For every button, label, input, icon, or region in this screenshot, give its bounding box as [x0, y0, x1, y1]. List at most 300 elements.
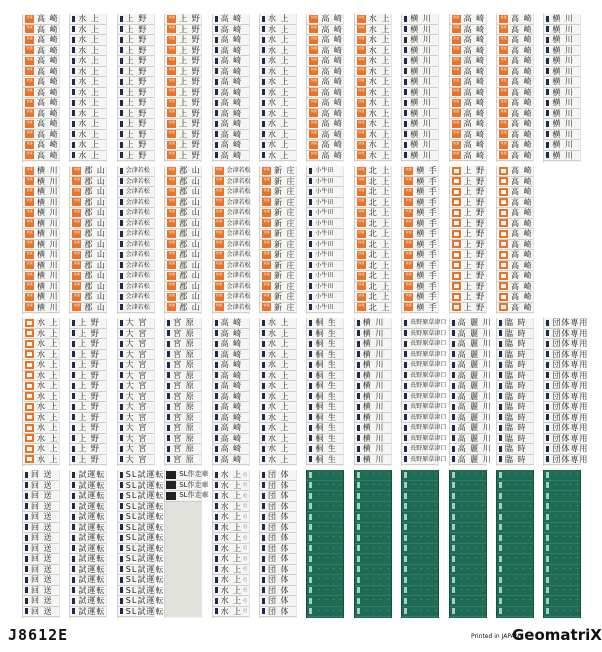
destination-label: 北 上: [368, 229, 391, 239]
destination-plate: [260, 140, 296, 151]
rapid-badge-icon: 快速: [499, 99, 508, 107]
destination-plate: [165, 350, 201, 361]
rapid-badge-icon: 快速: [167, 120, 176, 128]
color-tick-icon: [215, 152, 218, 158]
orange-square-icon: [25, 445, 34, 453]
destination-plate: [213, 67, 249, 78]
destination-label: 北 上: [368, 218, 391, 228]
color-tick-icon: [215, 100, 218, 106]
destination-label: 横 川: [552, 24, 574, 34]
destination-plate: [165, 565, 201, 576]
color-tick-icon: [404, 598, 407, 604]
color-tick-icon: [215, 566, 218, 572]
destination-label: 試運転: [78, 596, 106, 606]
destination-plate: [355, 413, 391, 424]
destination-plate: [450, 544, 486, 555]
destination-plate: [165, 423, 201, 434]
rapid-badge-icon: 快速: [357, 209, 366, 217]
destination-label: 試運転: [78, 522, 106, 532]
color-tick-icon: [546, 79, 549, 85]
destination-label: · · · ·: [413, 513, 439, 520]
destination-label: 会津若松: [226, 282, 251, 290]
destination-label: · · · ·: [413, 607, 439, 614]
destination-label: · · · ·: [365, 607, 391, 614]
destination-label: 高 麗 川: [457, 318, 492, 328]
destination-label: 臨 時: [505, 454, 527, 464]
destination-plate: [402, 187, 438, 198]
color-tick-icon: [452, 393, 455, 399]
destination-plate: [213, 271, 249, 282]
color-tick-icon: [499, 608, 502, 614]
color-tick-icon: [120, 566, 123, 572]
destination-plate: [213, 444, 249, 455]
color-tick-icon: [215, 131, 218, 137]
destination-label: 桐 生: [315, 423, 337, 433]
color-tick-icon: [72, 514, 75, 520]
rapid-badge-icon: 快速: [25, 67, 34, 75]
color-tick-icon: [215, 68, 218, 74]
destination-label: 水 上: [268, 412, 290, 422]
color-tick-icon: [452, 435, 455, 441]
destination-label: 上 野: [78, 391, 100, 401]
destination-plate: [307, 339, 343, 350]
rapid-badge-icon: 快速: [25, 120, 34, 128]
destination-label: · · · ·: [365, 481, 391, 488]
rapid-badge-icon: 快速: [167, 78, 176, 86]
rapid-badge-icon: 快速: [262, 293, 271, 301]
destination-label: 郡 山: [84, 260, 106, 270]
destination-label: 横 川: [362, 391, 385, 401]
color-tick-icon: [452, 456, 455, 462]
color-tick-icon: [404, 121, 407, 127]
destination-plate: [307, 229, 343, 240]
destination-plate: [260, 229, 296, 240]
destination-label: 高 崎: [220, 381, 243, 391]
color-tick-icon: [499, 472, 502, 478]
destination-plate: [70, 25, 106, 36]
destination-label: 水 上: [220, 575, 243, 585]
destination-plate: [450, 586, 486, 597]
color-tick-icon: [72, 79, 75, 85]
destination-plate: [165, 523, 201, 534]
color-tick-icon: [262, 320, 265, 326]
destination-plate: [544, 402, 589, 413]
destination-plate: [165, 470, 209, 481]
destination-plate: [497, 381, 533, 392]
rapid-badge-icon: 快速: [72, 272, 81, 280]
destination-label: 郡 山: [84, 239, 106, 249]
destination-label: 高 崎: [37, 24, 59, 34]
destination-plate: [355, 434, 391, 445]
color-tick-icon: [120, 58, 123, 64]
destination-plate: [544, 46, 580, 57]
destination-label: · · · ·: [365, 597, 391, 604]
rapid-badge-icon: 快速: [499, 151, 508, 159]
destination-plate: [544, 77, 580, 88]
destination-plate: [118, 575, 165, 586]
destination-plate: [402, 151, 438, 162]
destination-label: 高 崎: [511, 187, 533, 197]
destination-label: 上 野: [125, 129, 148, 139]
destination-label: 高 崎: [463, 108, 486, 118]
destination-label: 宮 原: [173, 339, 195, 349]
color-tick-icon: [72, 142, 75, 148]
destination-label: 水 上: [268, 370, 290, 380]
destination-plate: [402, 303, 438, 314]
color-tick-icon: [404, 435, 407, 441]
destination-plate: [213, 502, 249, 513]
destination-label: 郡 山: [179, 218, 201, 228]
destination-label: 横 手: [416, 260, 438, 270]
destination-label: · · · ·: [365, 471, 391, 478]
destination-plate: [213, 77, 249, 88]
color-tick-icon: [546, 587, 549, 593]
destination-plate: [497, 502, 533, 513]
rapid-badge-icon: 快速: [309, 109, 318, 117]
destination-label: · · · ·: [365, 492, 391, 499]
bound-suffix: 行: [243, 555, 248, 561]
destination-label: 新 庄: [274, 260, 296, 270]
destination-label: 会津若松: [125, 282, 150, 290]
color-tick-icon: [452, 503, 455, 509]
destination-label: 上 野: [179, 140, 201, 150]
destination-plate: [213, 88, 249, 99]
destination-label: 会津若松: [226, 177, 251, 185]
destination-plate: [23, 318, 59, 329]
destination-label: 北 上: [368, 292, 391, 302]
color-tick-icon: [120, 100, 123, 106]
destination-label: 団体専用: [552, 339, 589, 349]
destination-label: 高 麗 川: [457, 381, 492, 391]
destination-label: 桐 生: [315, 454, 337, 464]
destination-label: · · · ·: [318, 513, 344, 520]
destination-label: · · · ·: [555, 523, 581, 530]
destination-plate: [307, 413, 343, 424]
destination-label: · · · ·: [460, 481, 486, 488]
rapid-badge-icon: 快速: [357, 167, 366, 175]
destination-label: 横 川: [362, 444, 385, 454]
destination-label: 高 麗 川: [457, 402, 492, 412]
color-tick-icon: [167, 446, 170, 452]
destination-label: 水 上: [78, 35, 100, 45]
rapid-badge-icon: 快速: [167, 209, 176, 217]
destination-plate: [402, 271, 438, 282]
destination-label: 郡 山: [179, 302, 201, 312]
orange-square-icon: [499, 167, 508, 175]
color-tick-icon: [452, 482, 455, 488]
destination-label: 上 野: [125, 77, 148, 87]
destination-plate: [355, 14, 391, 25]
destination-label: 桐 生: [315, 433, 337, 443]
destination-label: 新 庄: [274, 218, 296, 228]
color-tick-icon: [72, 383, 75, 389]
color-tick-icon: [72, 535, 75, 541]
sl-mark-icon: [166, 471, 176, 479]
rapid-badge-icon: 快速: [215, 219, 224, 227]
color-tick-icon: [499, 598, 502, 604]
destination-label: · · · ·: [413, 544, 439, 551]
destination-plate: [497, 261, 533, 272]
color-tick-icon: [452, 341, 455, 347]
color-tick-icon: [404, 482, 407, 488]
destination-plate: [307, 46, 343, 57]
destination-plate: [544, 35, 580, 46]
destination-plate: [402, 586, 438, 597]
color-tick-icon: [167, 456, 170, 462]
destination-label: 水 上: [368, 56, 391, 66]
destination-label: 横 川: [552, 87, 574, 97]
destination-label: · · · ·: [318, 523, 344, 530]
destination-plate: [70, 470, 106, 481]
color-tick-icon: [309, 168, 312, 174]
destination-label: 団体専用: [552, 381, 589, 391]
rapid-badge-icon: 快速: [167, 251, 176, 259]
destination-label: 会津若松: [125, 188, 150, 196]
destination-plate: [213, 318, 249, 329]
destination-label: 上 野: [179, 129, 201, 139]
destination-label: 宮 原: [173, 381, 195, 391]
destination-plate: [118, 282, 154, 293]
destination-plate: [402, 219, 438, 230]
color-tick-icon: [215, 446, 218, 452]
rapid-badge-icon: 快速: [215, 303, 224, 311]
destination-label: · · · ·: [555, 481, 581, 488]
destination-plate: [70, 533, 106, 544]
destination-plate: [213, 533, 249, 544]
destination-label: 高 崎: [511, 150, 533, 160]
color-tick-icon: [404, 393, 407, 399]
color-tick-icon: [72, 503, 75, 509]
destination-label: 横 川: [552, 140, 574, 150]
destination-label: 長野原草津口: [410, 340, 447, 348]
decal-column: [496, 14, 534, 162]
destination-label: 小牛田: [315, 177, 334, 185]
rapid-badge-icon: 快速: [404, 282, 413, 290]
color-tick-icon: [499, 383, 502, 389]
rapid-badge-icon: 快速: [452, 46, 461, 54]
destination-label: 横 川: [37, 302, 59, 312]
color-tick-icon: [452, 404, 455, 410]
color-tick-icon: [120, 152, 123, 158]
destination-label: 北 上: [368, 187, 391, 197]
destination-label: 会津若松: [125, 198, 150, 206]
destination-label: 高 崎: [321, 140, 343, 150]
destination-label: 上 野: [125, 87, 148, 97]
destination-label: 上 野: [78, 433, 100, 443]
destination-plate: [70, 565, 106, 576]
destination-label: · · · ·: [460, 492, 486, 499]
decal-column: [69, 470, 107, 618]
destination-plate: [355, 77, 391, 88]
destination-label: 横 手: [416, 271, 438, 281]
destination-label: 回 送: [31, 533, 53, 543]
color-tick-icon: [499, 341, 502, 347]
destination-plate: [118, 140, 154, 151]
rapid-badge-icon: 快速: [499, 141, 508, 149]
destination-plate: [544, 370, 589, 382]
color-tick-icon: [25, 493, 28, 499]
rapid-badge-icon: 快速: [215, 167, 224, 175]
destination-label: · · · ·: [413, 576, 439, 583]
color-tick-icon: [309, 383, 312, 389]
destination-plate: [544, 88, 580, 99]
destination-plate: [450, 98, 486, 109]
rapid-badge-icon: 快速: [309, 25, 318, 33]
destination-label: 水 上: [268, 66, 290, 76]
rapid-badge-icon: 快速: [167, 15, 176, 23]
rapid-badge-icon: 快速: [215, 198, 224, 206]
destination-label: 上 野: [125, 56, 148, 66]
destination-label: · · · ·: [413, 471, 439, 478]
orange-square-icon: [452, 219, 461, 227]
destination-label: · · · ·: [508, 481, 534, 488]
decal-column: [496, 318, 534, 466]
rapid-badge-icon: 快速: [215, 188, 224, 196]
color-tick-icon: [215, 503, 218, 509]
destination-label: 上 野: [125, 119, 148, 129]
orange-square-icon: [499, 303, 508, 311]
destination-plate: [165, 271, 201, 282]
destination-plate: [260, 586, 296, 597]
orange-square-icon: [25, 329, 34, 337]
destination-label: 上 野: [78, 402, 100, 412]
destination-label: 宮 原: [173, 412, 195, 422]
orange-square-icon: [499, 219, 508, 227]
destination-label: 水 上: [268, 14, 290, 24]
destination-plate: [70, 14, 106, 25]
color-tick-icon: [120, 37, 123, 43]
color-tick-icon: [452, 535, 455, 541]
destination-label: 高 麗 川: [457, 349, 492, 359]
destination-plate: [544, 481, 580, 492]
color-tick-icon: [120, 482, 123, 488]
destination-plate: [70, 46, 106, 57]
destination-label: · · · ·: [365, 555, 391, 562]
destination-label: · · · ·: [460, 544, 486, 551]
color-tick-icon: [72, 545, 75, 551]
destination-plate: [118, 261, 154, 272]
decal-column: [401, 166, 439, 314]
destination-label: · · · ·: [318, 544, 344, 551]
destination-plate: [118, 292, 154, 303]
destination-plate: [260, 318, 296, 329]
destination-plate: [260, 491, 296, 502]
destination-label: · · · ·: [365, 523, 391, 530]
rapid-badge-icon: 快速: [309, 36, 318, 44]
destination-label: 高 麗 川: [457, 391, 492, 401]
destination-plate: [355, 261, 391, 272]
destination-label: 水 上: [368, 98, 391, 108]
decal-column: [212, 14, 250, 162]
destination-plate: [497, 271, 533, 282]
rapid-badge-icon: 快速: [215, 209, 224, 217]
rapid-badge-icon: 快速: [167, 272, 176, 280]
destination-label: 横 川: [410, 140, 432, 150]
decal-column: [164, 14, 202, 162]
destination-plate: [165, 166, 201, 177]
color-tick-icon: [404, 414, 407, 420]
destination-label: 長野原草津口: [410, 382, 447, 390]
destination-plate: [118, 56, 154, 67]
destination-plate: [307, 219, 343, 230]
destination-plate: [450, 444, 492, 455]
color-tick-icon: [215, 404, 218, 410]
destination-label: 回 送: [31, 543, 53, 553]
destination-plate: [118, 444, 154, 455]
destination-plate: [355, 586, 391, 597]
destination-label: 高 崎: [463, 119, 486, 129]
color-tick-icon: [120, 414, 123, 420]
color-tick-icon: [262, 587, 265, 593]
destination-plate: [23, 25, 59, 36]
color-tick-icon: [452, 414, 455, 420]
destination-plate: [355, 240, 391, 251]
color-tick-icon: [120, 304, 123, 310]
destination-label: 高 崎: [220, 454, 243, 464]
destination-label: 高 崎: [220, 360, 243, 370]
destination-label: 回 送: [31, 564, 53, 574]
destination-plate: [165, 360, 201, 371]
destination-plate: [307, 271, 343, 282]
orange-square-icon: [499, 272, 508, 280]
destination-plate: [165, 208, 201, 219]
color-tick-icon: [309, 435, 312, 441]
destination-plate: [307, 318, 343, 329]
color-tick-icon: [72, 26, 75, 32]
destination-plate: [165, 140, 201, 151]
destination-plate: [260, 444, 296, 455]
destination-plate: [450, 502, 486, 513]
destination-label: 上 野: [179, 77, 201, 87]
color-tick-icon: [72, 372, 75, 378]
rapid-badge-icon: 快速: [72, 167, 81, 175]
destination-plate: [70, 607, 106, 618]
destination-plate: [23, 250, 59, 261]
rapid-badge-icon: 快速: [357, 130, 366, 138]
destination-plate: [165, 261, 201, 272]
destination-label: 北 上: [368, 208, 391, 218]
destination-plate: [165, 371, 201, 382]
color-tick-icon: [120, 168, 123, 174]
destination-label: 会津若松: [226, 230, 251, 238]
destination-plate: [450, 481, 486, 492]
destination-plate: [70, 575, 106, 586]
rapid-badge-icon: 快速: [357, 67, 366, 75]
decal-column: [401, 470, 439, 618]
destination-plate: [23, 491, 59, 502]
destination-plate: [497, 512, 533, 523]
color-tick-icon: [25, 556, 28, 562]
color-tick-icon: [120, 446, 123, 452]
destination-plate: [23, 554, 59, 565]
color-tick-icon: [452, 598, 455, 604]
color-tick-icon: [262, 446, 265, 452]
destination-label: 宮 原: [173, 454, 195, 464]
destination-plate: [497, 523, 533, 534]
destination-plate: [118, 219, 154, 230]
color-tick-icon: [215, 545, 218, 551]
destination-label: SL試運転: [125, 596, 165, 606]
color-tick-icon: [452, 372, 455, 378]
destination-label: 小牛田: [315, 188, 334, 196]
destination-label: 高 崎: [511, 87, 533, 97]
rapid-badge-icon: 快速: [404, 240, 413, 248]
destination-plate: [260, 423, 296, 434]
destination-label: 試運転: [78, 491, 106, 501]
color-tick-icon: [215, 58, 218, 64]
destination-label: 高 崎: [220, 370, 243, 380]
destination-plate: [307, 98, 343, 109]
